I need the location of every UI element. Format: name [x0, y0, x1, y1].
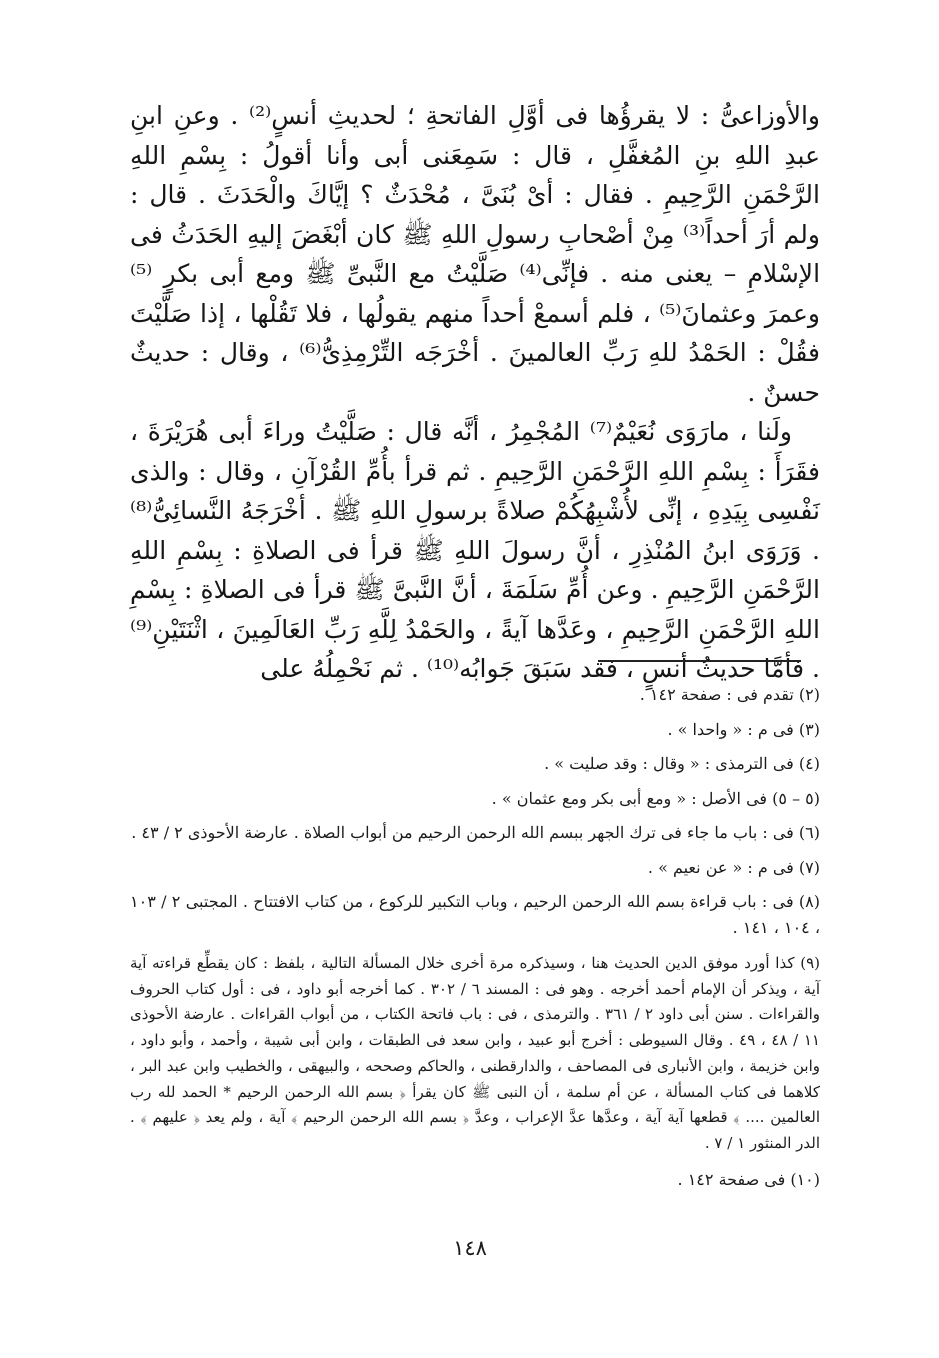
footnote-2: (٢) تقدم فى : صفحة ١٤٢ .	[639, 685, 820, 704]
footnote-10: (١٠) فى صفحة ١٤٢ .	[677, 1169, 820, 1189]
footnotes-section	[130, 682, 820, 1201]
page-number: ١٤٨	[453, 1236, 487, 1260]
footnote-4: (٤) فى الترمذى : « وقال : وقد صليت » .	[544, 754, 820, 773]
main-paragraph-1: والأوزاعىُّ : لا يقرؤُها فى أوَّلِ الفاتحةِ ؛ لحديثِ أنسٍ⁽²⁾ . وعنِ ابنِ عبدِ اللهِ بنِ المُغفَّلِ ، قال : سَمِعَنى أبى وأنا أقولُ : بِسْمِ اللهِ الرَّحْمَنِ الرَّحِيمِ . فقال : أىْ بُنَىَّ ، مُحْدَثٌ ؟ إيَّاكَ والْحَدَثَ . قال : ولم أرَ أحداً⁽³⁾ مِنْ أصْحابِ رسولِ اللهِ ﷺ كان أبْغَضَ إليهِ الحَدَثُ فى الإسْلامِ – يعنى منه . فإنِّى⁽⁴⁾ صَلَّيْتُ مع النَّبىِّ ﷺ ومع أبى بكرٍ ⁽⁵⁾وعمرَ وعثمانَ⁽⁵⁾ ، فلم أسمعْ أحداً منهم يقولُها ، فلا تَقُلْها ، إذا صَلَّيْتَ فقُلْ : الحَمْدُ للهِ رَبِّ العالمينَ . أخْرَجَه التِّرْمِذِىُّ⁽⁶⁾ ، وقال : حديثٌ حسنٌ .	[130, 101, 821, 407]
footnote-8: (٨) فى : باب قراءة بسم الله الرحمن الرحيم ، وباب التكبير للركوع ، من كتاب الافتتاح . المجتبى ٢ / ١٠٣ ، ١٠٤ ، ١٤١ .	[130, 892, 821, 937]
footnote-5: (٥ – ٥) فى الأصل : « ومع أبى بكر ومع عثمان » .	[491, 788, 820, 808]
footnote-3: (٣) فى م : « واحدا » .	[667, 719, 820, 739]
footnote-6: (٦) فى : باب ما جاء فى ترك الجهر ببسم الله الرحمن الرحيم من أبواب الصلاة . عارضة الأحوذى ٢ / ٤٣ .	[131, 823, 820, 842]
main-text-body	[130, 96, 820, 689]
footnote-9: (٩) كذا أورد موفق الدين الحديث هنا ، وسيذكره مرة أخرى خلال المسألة التالية ، بلفظ : كان يقطِّع قراءته آية آية ، ويذكر أن الإمام أحمد أخرجه . وهو فى : المسند ٦ / ٣٠٢ . كما أخرجه أبو داود ، فى : أول كتاب الحروف والقراءات . سنن أبى داود ٢ / ٣٦١ . والترمذى ، فى : باب فاتحة الكتاب ، من أبواب القراءات . عارضة الأحوذى ١١ / ٤٨ ، ٤٩ . وقال السيوطى : أخرج أبو عبيد ، وابن سعد فى الطبقات ، وابن أبى شيبة ، وأحمد ، وأبو داود ، وابن خزيمة ، وابن الأنبارى فى المصاحف ، والدارقطنى ، والحاكم وصححه ، والبيهقى ، والخطيب وابن عبد البر ، كلاهما فى كتاب المسألة ، عن أم سلمة ، أن النبى ﷺ كان يقرأ ﴿ بسم الله الرحمن الرحيم * الحمد لله رب العالمين .... ﴾ قطعها آية آية ، وعدَّها عدَّ الإعراب ، وعدَّ ﴿ بسم الله الرحمن الرحيم ﴾ آية ، ولم يعد ﴿ عليهم ﴾ . الدر المنثور ١ / ٧ .	[130, 954, 821, 1152]
footnote-separator	[598, 660, 801, 662]
main-paragraph-2: ولَنا ، مارَوَى نُعَيْمٌ⁽⁷⁾ المُجْمِرُ ، أنَّه قال : صَلَّيْتُ وراءَ أبى هُرَيْرَةَ ، فقَرَأَ : بِسْمِ اللهِ الرَّحْمَنِ الرَّحِيمِ . ثم قرأ بأُمِّ القُرْآنِ ، وقال : والذى نَفْسِى بِيَدِهِ ، إنِّى لأُشْبِهُكُمْ صلاةً برسولِ اللهِ ﷺ . أخْرَجَهُ النَّسائِىُّ⁽⁸⁾ . وَرَوَى ابنُ المُنْذِرِ ، أنَّ رسولَ اللهِ ﷺ قرأ فى الصلاةِ : بِسْمِ اللهِ الرَّحْمَنِ الرَّحِيمِ . وعن أُمِّ سَلَمَةَ ، أنَّ النَّبىَّ ﷺ قرأ فى الصلاةِ : بِسْمِ اللهِ الرَّحْمَنِ الرَّحِيمِ ، وعَدَّها آيةً ، والحَمْدُ لِلَّهِ رَبِّ العَالَمِينَ ، اثْنَتَيْنِ⁽⁹⁾ . فأمَّا حديثُ أنسٍ ، فقد سَبَقَ جَوابُه⁽¹⁰⁾ . ثم نَحْمِلُهُ على	[130, 417, 820, 683]
footnote-7: (٧) فى م : « عن نعيم » .	[647, 857, 820, 877]
